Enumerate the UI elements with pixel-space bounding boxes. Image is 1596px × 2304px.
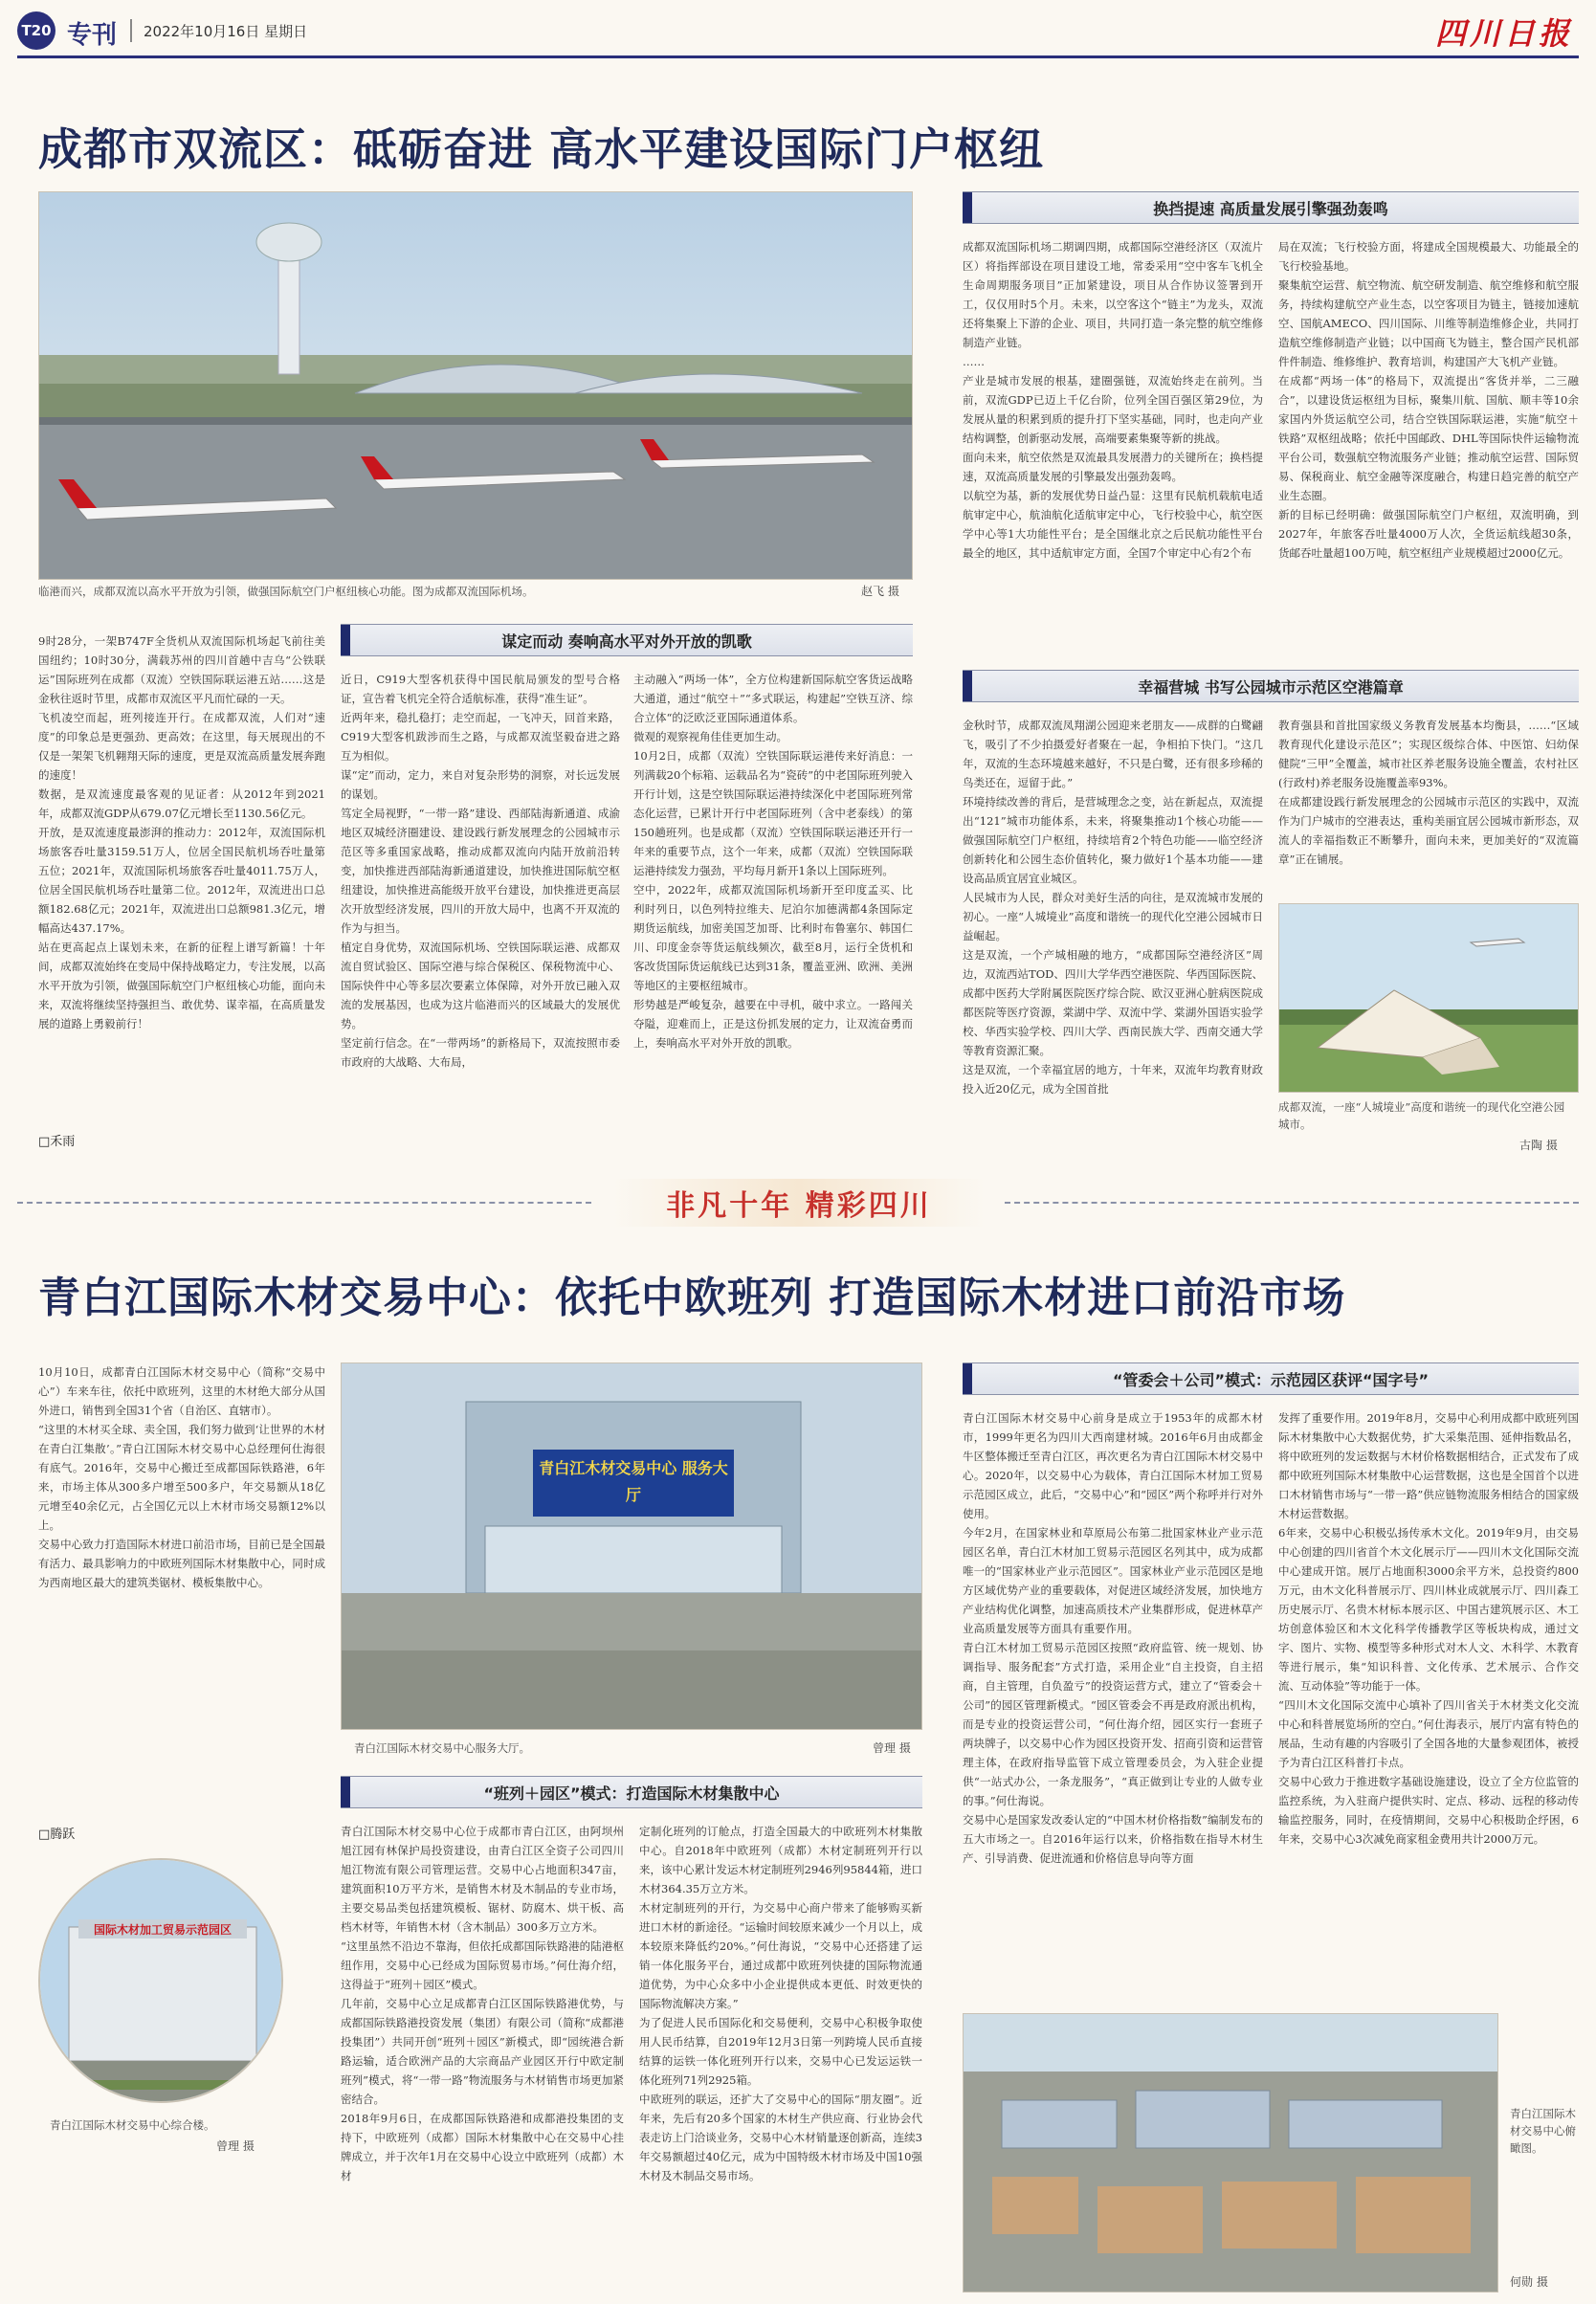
article2-sub1-col2: 定制化班列的订舱点，打造全国最大的中欧班列木材集散中心。自2018年中欧班列（成都）木材定制班列开行以来，该中心累计发运木材定制班列2946列95844箱，进口木材364.35万立方米。 木材定制班列的开行，为交易中心商户带来了能够购买新进口木材的新途径。“运输时间较原来减少一个月以上，成本较原来降低约20%。”何仕海说，“交易中心还搭建了运销一体化服务平台，通过成都中欧班列快捷的国际物流通道优势，为中心众多中小企业提供成本更低、时效更快的国际物流解决方案。” 为了促进人民币国际化和交易便利，交易中心积极争取使用人民币结算，自2019年12月3日第一列跨境人民币直接结算的运铁一体化班列开行以来，交易中心已发运运铁一体化班列71列2925箱。 中欧班列的联运，还扩大了交易中心的国际“朋友圈”。近年来，先后有20多个国家的木材生产供应商、行业协会代表走访上门洽谈业务，交易中心木材销量逐创新高，连续3年交易额超过40亿元，成为中国特级木材市场及中国10强木材及木制品交易市场。: [639, 1825, 922, 2182]
header-divider: [130, 19, 132, 42]
article2-author: □腾跃: [38, 1828, 76, 1842]
banner-rule-left: [17, 1202, 591, 1204]
airport-illustration: [39, 192, 913, 580]
article1-author: □禾雨: [38, 1135, 76, 1149]
page-header: [17, 10, 1579, 52]
banner-text: 非凡十年 精彩四川: [666, 1189, 932, 1223]
article1-sub1-col2: 主动融入“两场一体”，全方位构建新国际航空客货运战略大通道，通过“航空＋”“多式联运，构建起”空铁互济、综合立体“的泛欧泛亚国际通道体系。 微观的观察视角佳佳更加生动。 10月2日，成都（双流）空铁国际联运港传来好消息：一列满载20个标箱、运载品名为“瓷砖”的中老国际班列驶入开行计划，这是空铁国际联运港持续深化中老国际班列常态化运营，已累计开行中老国际班列（含中老泰线）的第150趟班列。也是成都（双流）空铁国际联运港还开行一年来的重要节点，这个一年来，成都（双流）空铁国际联运港持续发力强劲，平均每月新开1条以上国际班列。 空中，2022年，成都双流国际机场新开至印度孟买、比利时列日，以色列特拉维夫、尼泊尔加德满都4条国际定期货运航线，加密美国芝加哥、比利时布鲁塞尔、韩国仁川、印度金奈等货运航线频次，截至8月，运行全货机和客改货国际货运航线已达到31条，覆盖亚洲、欧洲、美洲等地区的主要枢纽城市。 形势越是严峻复杂，越要在中寻机，破中求立。一路闯关夺隘，迎难而上，正是这份抓发展的定力，让双流奋勇而上，奏响高水平对外开放的凯歌。: [633, 673, 913, 1050]
office-building-credit: 曾理 摄: [216, 2139, 255, 2153]
subhead-tab: [341, 625, 350, 655]
article2-lead: 10月10日，成都青白江国际木材交易中心（简称“交易中心”）车来车往，依托中欧班列，这里的木材绝大部分从国外进口，销售到全国31个省（自治区、直辖市）。 “这里的木材买全球、卖全国，我们努力做到‘让世界的木材在青白江集散’。”青白江国际木材交易中心总经理何仕海很有底气。2016年，交易中心搬迁至成都国际铁路港，6年来，市场主体从300多户增至500多户，年交易额从18亿元增至40余亿元，占全国亿元以上木材市场交易额12%以上。 交易中心致力打造国际木材进口前沿市场，目前已是全国最有活力、最具影响力的中欧班列国际木材集散中心，同时成为西南地区最大的建筑类锯材、模板集散中心。: [38, 1365, 325, 1589]
article1-subhead-3: [963, 670, 1579, 702]
newspaper-logo: 四川日报: [1434, 15, 1573, 52]
article2-sub1-col1: 青白江国际木材交易中心位于成都市青白江区，由阿坝州旭江园有林保护局投资建设，由青白江区全资子公司四川旭江物流有限公司管理运营。交易中心占地面积347亩，建筑面积10万平方米，是销售木材及木制品的专业市场，主要交易品类包括建筑模板、锯材、防腐木、烘干板、高档木材等，年销售木材（含木制品）300多万立方米。 “这里虽然不沿边不靠海，但依托成都国际铁路港的陆港枢纽作用，交易中心已经成为国际贸易市场。”何仕海介绍，这得益于“班列＋园区”模式。 几年前，交易中心立足成都青白江区国际铁路港优势，与成都国际铁路港投资发展（集团）有限公司（简称“成都港投集团”）共同开创“班列＋园区”新模式，即“园统港合新路运输，适合欧洲产品的大宗商品产业园区开行中欧定制班列”模式，将“一带一路”物流服务与木材销售市场更加紧密结合。 2018年9月6日，在成都国际铁路港和成都港投集团的支持下，中欧班列（成都）国际木材集散中心在交易中心挂牌成立，并于次年1月在交易中心设立中欧班列（成都）木材: [341, 1825, 624, 2182]
camping-illustration: [1279, 904, 1579, 1093]
article2-sub2-col2: 发挥了重要作用。2019年8月，交易中心利用成都中欧班列国际木材集散中心大数据优势，扩大采集范围、延伸指数品名，将中欧班列的发运数据与木材价格数据相结合，正式发布了成都中欧班列国际木材集散中心运营数据，这也是全国首个以进口木材销售市场与“一带一路”供应链物流服务相结合的国家级木材运营数据。 6年来，交易中心积极弘扬传承木文化。2019年9月，由交易中心创建的四川省首个木文化展示厅——四川木文化国际交流中心建成开馆。展厅占地面积3000余平方米，总投资约800万元，由木文化科普展示厅、四川林业成就展示厅、四川森工历史展示厅、名贵木材标本展示区、中国古建筑展示区、木工坊创意体验区和木文化科学传播教学区等板块构成，通过文字、图片、实物、模型等多种形式对木人文、木科学、木教育等进行展示，集“知识科普、文化传承、艺术展示、合作交流、互动体验”等功能于一体。 “四川木文化国际交流中心填补了四川省关于木材类文化交流中心和科普展览场所的空白。”何仕海表示，展厅内富有特色的展品，生动有趣的内容吸引了全国各地的大量参观团体，被授予为青白江区科普打卡点。 交易中心致力于推进数字基础设施建设，设立了全方位监管的监控系统，为入驻商户提供实时、定点、移动、远程的移动传输监控服务，同时，在疫情期间，交易中心积极助企纾困，6年来，交易中心3次减免商家租金费用共计2000万元。: [1278, 1411, 1579, 1846]
building-sign: 国际木材加工贸易示范园区: [93, 1923, 232, 1937]
banner: [612, 1179, 986, 1227]
article1-subhead-1: [341, 624, 913, 656]
article1-sub1-col1: 近日，C919大型客机获得中国民航局颁发的型号合格证，宣告着飞机完全符合适航标准，获得“准生证”。 近两年来，稳扎稳打；走空而起，一飞冲天，回首来路，C919大型客机跋涉而生之路，与成都双流坚毅奋进之路互为相似。 谋“定”而动，定力，来自对复杂形势的洞察，对长远发展的谋划。 笃定全局视野，“一带一路”建设、西部陆海新通道、成渝地区双城经济圈建设、建设践行新发展理念的公园城市示范区等多重国家战略，推动成都双流向内陆开放前沿转变，加快推进西部陆海新通道建设，加快推进国际航空枢纽建设，加快推进高能级开放平台建设，加快推进更高层次开放型经济发展，四川的开放大局中，也离不开双流的作为与担当。 植定自身优势，双流国际机场、空铁国际联运港、成都双流自贸试验区、国际空港与综合保税区、保税物流中心、国际快件中心等多层次要素立体保障，对外开放已融入双流的发展基因，也成为这片临港而兴的区域最大的发展优势。 坚定前行信念。在“一带两场”的新格局下，双流按照市委市政府的大战略、大布局，: [341, 673, 620, 1069]
article1-sub3-col1: 金秋时节，成都双流凤翔湖公园迎来老朋友——成群的白鹭翩飞，吸引了不少拍摄爱好者聚在一起，争相拍下快门。“这几年，双流的生态环境越来越好，不只是白鹭，还有很多珍稀的鸟类还在，逗留于此。” 环境持续改善的背后，是营城理念之变，站在新起点，双流提出“121”城市功能体系，未来，将聚集推动1个核心功能——做强国际航空门户枢纽，持续培育2个特色功能——临空经济创新转化和公园生态价值转化，聚力做好1个基本功能——建设高品质宜居宜业城区。 人民城市为人民，群众对美好生活的向往，是双流城市发展的初心。一座“人城境业”高度和谐统一的现代化空港公园城市日益崛起。 这是双流，一个产城相融的地方，“成都国际空港经济区”周边，双流西站TOD、四川大学华西空港医院、华西国际医院、成都中医药大学附属医院医疗综合院、欧汉亚洲心脏病医院成都医院等医疗资源，棠湖中学、双流中学、棠湖外国语实验学校、华西实验学校、四川大学、西南民族大学、西南交通大学等教育资源汇聚。 这是双流，一个幸福宜居的地方，十年来，双流年均教育财政投入近20亿元，成为全国首批: [963, 719, 1263, 1096]
camping-photo: [1278, 903, 1579, 1093]
subhead-text: 换挡提速 高质量发展引擎强劲轰鸣: [1153, 199, 1388, 218]
subhead-text: 幸福营城 书写公园城市示范区空港篇章: [1138, 677, 1404, 697]
article2-subhead-1: [341, 1776, 922, 1808]
subhead-text: “班列＋园区”模式：打造国际木材集散中心: [483, 1783, 780, 1803]
article1-sub2-col1: 成都双流国际机场二期调四期，成都国际空港经济区（双流片区）将指挥部设在项目建设工地，常委采用“空中客车飞机全生命周期服务项目”正加紧建设，项目从合作协议签署到开工，仅仅用时5个月。未来，以空客这个“链主”为龙头，双流还将集聚上下游的企业、项目，共同打造一条完整的航空维修制造产业链。 …… 产业是城市发展的根基，建圈强链，双流始终走在前列。当前，双流GDP已迈上千亿台阶，位列全国百强区第29位，为发展从量的积累到质的提升打下坚实基础，同时，也走向产业结构调整，创新驱动发展，高端要素集聚等新的挑战。 面向未来，航空依然是双流最具发展潜力的关键所在；换档提速，双流高质量发展的引擎最发出强劲轰鸣。 以航空为基，新的发展优势日益凸显：这里有民航机载航电适航审定中心，航油航化适航审定中心，飞行校验中心，航空医学中心等1大功能性平台；是全国继北京之后民航功能性平台最全的地区，其中适航审定方面，全国7个审定中心有2个布: [963, 240, 1263, 560]
office-building-round-photo: [38, 1858, 283, 2103]
article2-title: 青白江国际木材交易中心：依托中欧班列 打造国际木材进口前沿市场: [38, 1274, 1346, 1322]
subhead-tab: [963, 192, 972, 223]
service-hall-credit: 曾理 摄: [873, 1741, 911, 1755]
page-number: T20: [21, 22, 52, 39]
camping-photo-caption: 成都双流，一座“人城境业”高度和谐统一的现代化空港公园城市。: [1278, 1100, 1565, 1131]
article2-sub2-col1: 青白江国际木材交易中心前身是成立于1953年的成都木材市，1999年更名为四川大西南建材城。2016年6月由成都金牛区整体搬迁至青白江区，再次更名为青白江国际木材交易中心。2020年，以交易中心为载体，青白江国际木材加工贸易示范园区成立，此后，“交易中心”和“园区”两个称呼并行对外使用。 今年2月，在国家林业和草原局公布第二批国家林业产业示范园区名单，青白江木材加工贸易示范园区名列其中，成为成都唯一的“国家林业产业示范园区”。国家林业产业示范园区是地方区域优势产业的重要载体，对促进区域经济发展，加快地方产业结构优化调整，加速高质技术产业集群形成，促进林草产业高质量发展等方面具有重要作用。 青白江木材加工贸易示范园区按照“政府监管、统一规划、协调指导、服务配套”方式打造，采用企业“自主投资，自主招商，自主管理，自负盈亏”的投资运营方式，建立了“管委会＋公司”的园区管理新模式。“园区管委会不再是政府派出机构，而是专业的投资运营公司，“何仕海介绍，园区实行一套班子两块牌子，以交易中心作为园区投资开发、招商引资和运营管理主体，在政府指导监管下成立管理委员会，为入驻企业提供“一站式办公，一条龙服务”，“真正做到让专业的人做专业的事。”何仕海说。 交易中心是国家发改委认定的“中国木材价格指数”编制发布的五大市场之一。自2016年运行以来，价格指数在指导木材生产、引导消费、促进流通和价格信息导向等方面: [963, 1411, 1263, 1865]
service-hall-caption: 青白江国际木材交易中心服务大厅。: [354, 1741, 530, 1755]
aerial-market-caption: 青白江国际木材交易中心俯瞰图。: [1510, 2107, 1576, 2155]
article1-title: 成都市双流区：砥砺奋进 高水平建设国际门户枢纽: [38, 123, 1045, 175]
subhead-tab: [341, 1777, 350, 1807]
hall-sign: 青白江木材交易中心 服务大厅: [539, 1459, 728, 1504]
aerial-market-credit: 何勋 摄: [1510, 2275, 1548, 2289]
aerial-market-photo: [963, 2013, 1498, 2293]
aerial-market-illustration: [964, 2014, 1498, 2293]
airport-photo-credit: 赵飞 摄: [861, 585, 899, 598]
header-rule: [17, 55, 1579, 58]
subhead-tab: [963, 1363, 972, 1394]
section-name: 专刊: [67, 21, 118, 50]
airport-photo: [38, 191, 913, 580]
article1-sub3-col2: 教育强县和首批国家级义务教育发展基本均衡县，……“区域教育现代化建设示范区”；实现区级综合体、中医馆、妇幼保健院“三甲”全覆盖，城市社区养老服务设施全覆盖，农村社区(行政村)养老服务设施覆盖率93%。 在成都建设践行新发展理念的公园城市示范区的实践中，双流作为门户城市的空港表达，重构美丽宜居公园城市新形态，双流人的幸福指数正不断攀升，面向未来，更加美好的“双流篇章”正在铺展。: [1278, 719, 1579, 866]
service-hall-photo: [341, 1362, 922, 1730]
article2-subhead-2: [963, 1362, 1579, 1395]
office-building-caption: 青白江国际木材交易中心综合楼。: [50, 2118, 215, 2132]
subhead-tab: [963, 671, 972, 701]
issue-date: 2022年10月16日 星期日: [144, 23, 308, 40]
camping-photo-credit: 古陶 摄: [1519, 1139, 1558, 1152]
subhead-text: 谋定而动 奏响高水平对外开放的凯歌: [501, 631, 752, 651]
article1-subhead-2: [963, 191, 1579, 224]
service-hall-illustration: [342, 1363, 922, 1730]
office-building-illustration: [40, 1860, 283, 2103]
article1-lead: 9时28分，一架B747F全货机从双流国际机场起飞前往美国纽约；10时30分，满载苏州的四川首趟中吉乌“公铁联运”国际班列在成都（双流）空铁国际联运港五站……这是金秋往返时节里，成都市双流区平凡而忙碌的一天。 飞机凌空而起，班列接连开行。在成都双流，人们对“速度”的印象总是更强劲、更高效；在这里，每天展现出的不仅是一架架飞机翱翔天际的速度，更是双流高质量发展奔跑的速度！ 数据，是双流速度最客观的见证者：从2012年到2021年，成都双流GDP从679.07亿元增长至1130.56亿元。 开放，是双流速度最澎湃的推动力：2012年，双流国际机场旅客吞吐量3159.51万人，位居全国民航机场吞吐量第五位；2021年，双流国际机场旅客吞吐量4011.75万人，位居全国民航机场吞吐量第二位。2012年，双流进出口总额182.68亿元；2021年，双流进出口总额981.3亿元，增幅高达437.17%。 站在更高起点上谋划未来，在新的征程上谱写新篇！十年间，成都双流始终在变局中保持战略定力，专注发展，以高水平开放为引领，做强国际航空门户枢纽核心功能，面向未来，双流将继续坚持强担当、敢优势、谋幸福，在高质量发展的道路上勇毅前行！: [38, 634, 325, 1030]
page-number-badge: [17, 11, 55, 50]
subhead-text: “管委会＋公司”模式：示范园区获评“国字号”: [1112, 1370, 1430, 1389]
banner-rule-right: [1005, 1202, 1579, 1204]
airport-photo-caption: 临港而兴，成都双流以高水平开放为引领，做强国际航空门户枢纽核心功能。图为成都双流国际机场。: [38, 585, 534, 598]
article1-sub2-col2: 局在双流；飞行校验方面，将建成全国规模最大、功能最全的飞行校验基地。 聚集航空运营、航空物流、航空研发制造、航空维修和航空服务，持续构建航空产业生态，以空客项目为链主，链接加速航空、国航AMECO、四川国际、川维等制造维修企业，共同打造航空维修制造产业链；以中国商飞为链主，整合国产民机部件件制造、维修维护、教育培训，构建国产大飞机产业链。 在成都“两场一体”的格局下，双流提出“客货并举，二三融合”，以建设货运枢纽为目标，聚集川航、国航、顺丰等10余家国内外货运航空公司，结合空铁国际联运港，实施“航空＋铁路”双枢纽战略；依托中国邮政、DHL等国际快件运输物流平台公司，数强航空物流服务产业链；推动航空运营、国际贸易、保税商业、航空金融等深度融合，构建日趋完善的航空产业生态圈。 新的目标已经明确：做强国际航空门户枢纽，双流明确，到2027年，年旅客吞吐量4000万人次，全货运航线超30条，货邮吞吐量超100万吨，航空枢纽产业规模超过2000亿元。: [1278, 240, 1579, 560]
